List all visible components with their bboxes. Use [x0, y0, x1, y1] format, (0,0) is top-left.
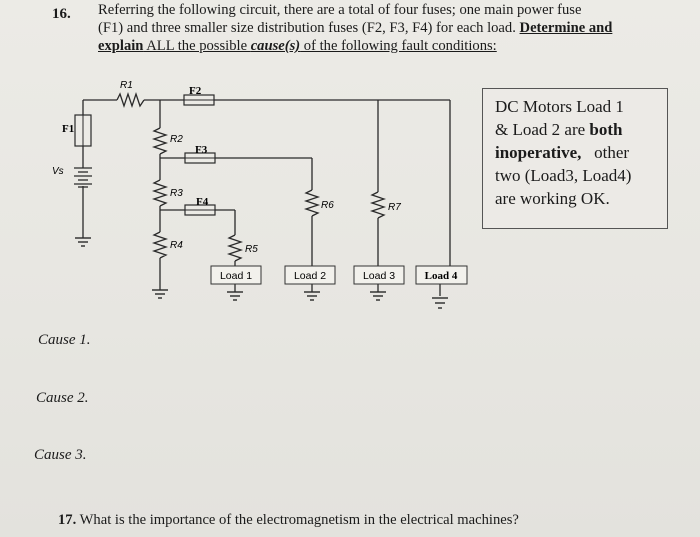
load-4-label: Load 4	[424, 270, 458, 282]
question-17-text: What is the importance of the electromagnetism in the electrical machines?	[79, 512, 519, 528]
question-16-line3-b: of the following fault conditions:	[300, 38, 497, 54]
label-f4: F4	[196, 196, 209, 208]
label-r2: R2	[170, 134, 183, 145]
load-2-label: Load 2	[293, 270, 327, 282]
label-f1: F1	[62, 123, 75, 135]
fault-line-2a: & Load 2 are	[495, 120, 590, 139]
label-f2: F2	[189, 85, 202, 97]
fault-line-1: DC Motors Load 1	[495, 97, 624, 116]
fault-line-4: two (Load3, Load4)	[495, 166, 632, 185]
question-16-number: 16.	[52, 6, 71, 22]
fault-line-3b: other	[594, 143, 630, 162]
cause-3-label: Cause 3.	[34, 447, 87, 463]
battery-vs	[74, 168, 92, 187]
cause-2-label: Cause 2.	[36, 390, 89, 406]
fault-line-5: are working OK.	[495, 189, 610, 208]
question-16-line3-bold: explain	[98, 38, 144, 54]
question-16-line3-italic: cause(s)	[250, 38, 301, 54]
fault-line-2	[495, 118, 657, 141]
label-r4: R4	[170, 240, 183, 251]
fault-condition-box	[482, 88, 668, 229]
label-r5: R5	[245, 244, 258, 255]
cause-1-label: Cause 1.	[38, 332, 91, 348]
question-17-number: 17.	[58, 512, 77, 528]
question-16-line1: Referring the following circuit, there are a total of four fuses; one main power fuse	[98, 2, 582, 18]
label-r6: R6	[321, 200, 334, 211]
question-16-line2: (F1) and three smaller size distribution fuses (F2, F3, F4) for each load.	[98, 20, 516, 36]
load-1-label: Load 1	[219, 270, 253, 282]
fault-line-3	[495, 141, 657, 164]
question-17	[58, 512, 519, 529]
label-r7: R7	[388, 202, 401, 213]
fault-line-2b: both	[589, 120, 623, 139]
question-16-line2-bold: Determine and	[519, 20, 613, 36]
load-3-label: Load 3	[362, 270, 396, 282]
question-16-line3-a: ALL the possible	[143, 38, 251, 54]
label-r3: R3	[170, 188, 183, 199]
label-f3: F3	[195, 144, 208, 156]
fault-line-3a: inoperative,	[495, 143, 582, 162]
label-r1: R1	[120, 80, 133, 91]
label-vs: Vs	[52, 166, 64, 177]
